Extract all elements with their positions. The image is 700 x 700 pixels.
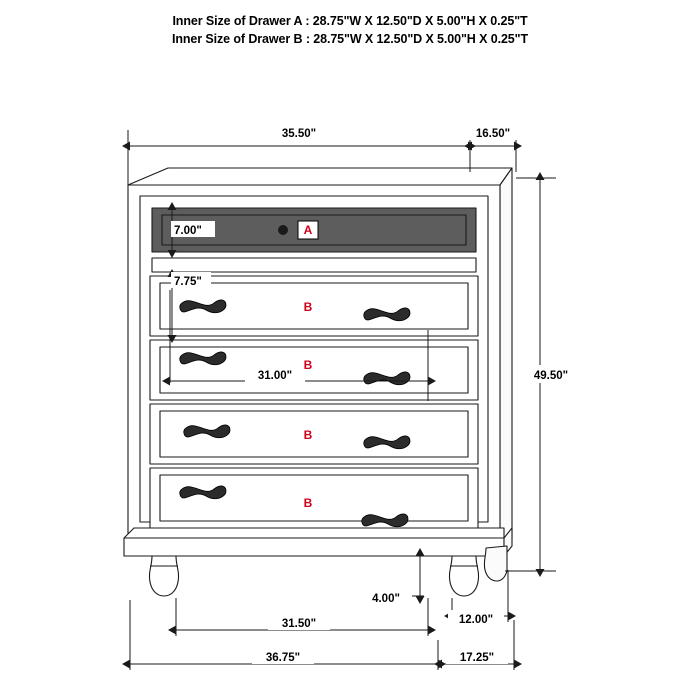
media-bay-knob [278,225,288,235]
label-drawer-a: A [303,223,313,237]
label-drawer-b-1: B [303,300,313,314]
dim-base-width: 31.50" [281,618,317,630]
dim-overall-height: 49.50" [533,370,569,382]
drawer-a-inner-size-note: Inner Size of Drawer A : 28.75"W X 12.50"D X 5.00"H X 0.25"T [172,14,528,28]
dim-top-depth: 16.50" [475,128,511,140]
label-drawer-b-4: B [303,496,313,510]
label-drawer-b-3: B [303,428,313,442]
dim-foot-depth: 12.00" [458,614,494,626]
drawer-b-inner-size-note: Inner Size of Drawer B : 28.75"W X 12.50"D X 5.00"H X 0.25"T [171,32,529,46]
dim-drawer-front-height: 7.75" [174,276,202,288]
dim-overall-width: 36.75" [265,652,301,664]
dim-overall-depth: 17.25" [459,652,495,664]
dim-leg-height: 4.00" [372,593,400,605]
dim-media-opening-height: 7.00" [174,225,202,237]
dim-drawer-inner-width: 31.00" [257,370,293,382]
label-drawer-b-2: B [303,358,313,372]
dim-top-width: 35.50" [281,128,317,140]
